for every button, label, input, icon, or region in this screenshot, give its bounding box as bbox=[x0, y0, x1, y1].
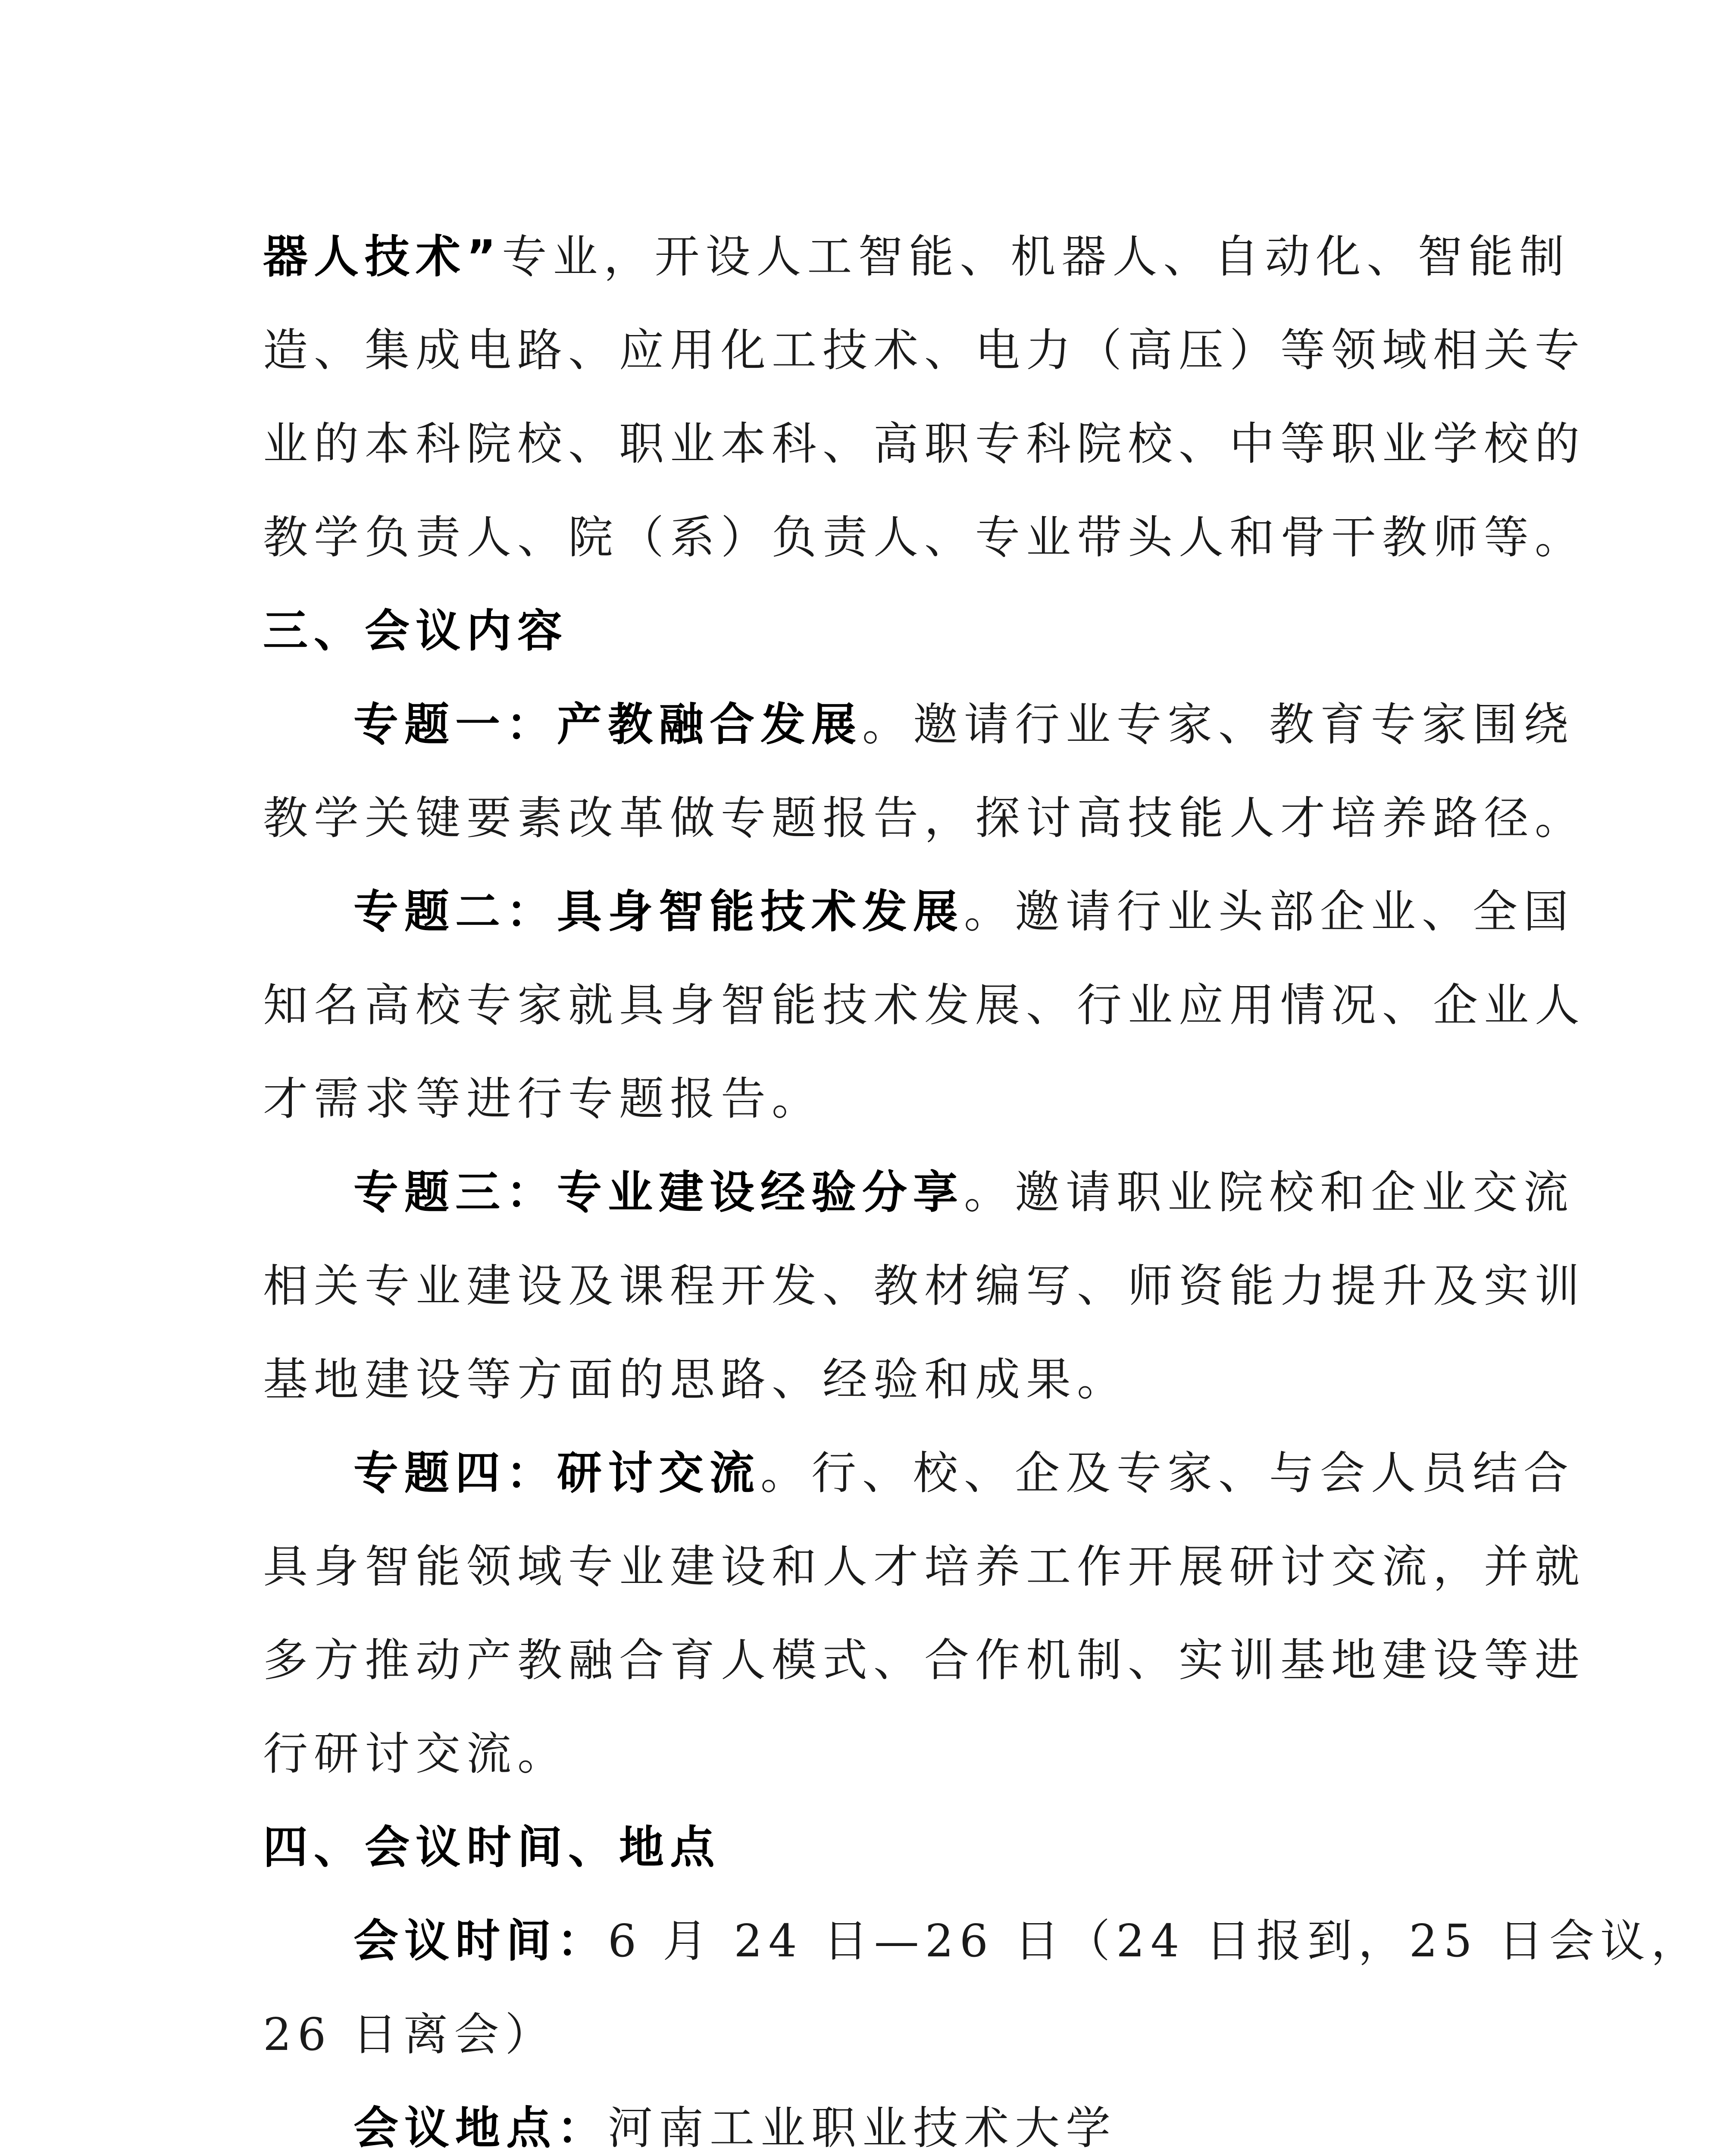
section-heading-content: 三、会议内容 bbox=[263, 605, 569, 657]
topic2-line-3: 才需求等进行专题报告。 bbox=[263, 1072, 823, 1125]
topic4-line-3: 多方推动产教融合育人模式、合作机制、实训基地建设等进 bbox=[263, 1634, 1586, 1686]
topic3-line-1 bbox=[353, 1160, 1575, 1225]
topic3-title: 专题三：专业建设经验分享 bbox=[353, 1166, 964, 1219]
meeting-place-value: 河南工业职业技术大学 bbox=[608, 2102, 1117, 2154]
meeting-time-value: 6 月 24 日—26 日（24 日报到，25 日会议， bbox=[608, 1915, 1702, 1967]
topic4-line-4: 行研讨交流。 bbox=[263, 1727, 569, 1780]
topic1-line-2: 教学关键要素改革做专题报告，探讨高技能人才培养路径。 bbox=[263, 792, 1586, 844]
meeting-place-line bbox=[353, 2096, 1466, 2156]
topic2-line-2: 知名高校专家就具身智能技术发展、行业应用情况、企业人 bbox=[263, 979, 1586, 1031]
topic4-line-2: 具身智能领域专业建设和人才培养工作开展研讨交流，并就 bbox=[263, 1540, 1586, 1593]
intro-bold-text: 器人技术” bbox=[263, 230, 502, 283]
intro-line-1 bbox=[263, 224, 1570, 289]
topic3-text: 。邀请职业院校和企业交流 bbox=[964, 1166, 1575, 1219]
meeting-time-label: 会议时间： bbox=[353, 1915, 608, 1967]
topic2-line-1 bbox=[353, 879, 1575, 944]
intro-line-4: 教学负责人、院（系）负责人、专业带头人和骨干教师等。 bbox=[263, 511, 1586, 564]
topic2-text: 。邀请行业头部企业、全国 bbox=[964, 885, 1575, 938]
topic2-title: 专题二：具身智能技术发展 bbox=[353, 885, 964, 938]
topic4-line-1 bbox=[353, 1441, 1575, 1505]
topic1-line-1 bbox=[353, 692, 1575, 757]
intro-line-2: 造、集成电路、应用化工技术、电力（高压）等领域相关专 bbox=[263, 324, 1586, 376]
section-heading-time-place: 四、会议时间、地点 bbox=[263, 1821, 721, 1874]
meeting-time-line-2: 26 日离会） bbox=[263, 2008, 556, 2061]
intro-text: 专业，开设人工智能、机器人、自动化、智能制 bbox=[502, 230, 1570, 283]
meeting-place-label: 会议地点： bbox=[353, 2102, 608, 2154]
meeting-time-line-1 bbox=[353, 1908, 1702, 1973]
topic3-line-2: 相关专业建设及课程开发、教材编写、师资能力提升及实训 bbox=[263, 1260, 1586, 1312]
topic1-title: 专题一：产教融合发展 bbox=[353, 698, 863, 751]
intro-line-3: 业的本科院校、职业本科、高职专科院校、中等职业学校的 bbox=[263, 417, 1586, 470]
topic1-text: 。邀请行业专家、教育专家围绕 bbox=[862, 698, 1575, 751]
topic3-line-3: 基地建设等方面的思路、经验和成果。 bbox=[263, 1353, 1128, 1406]
topic4-text: 。行、校、企及专家、与会人员结合 bbox=[760, 1447, 1575, 1499]
topic4-title: 专题四：研讨交流 bbox=[353, 1447, 761, 1499]
